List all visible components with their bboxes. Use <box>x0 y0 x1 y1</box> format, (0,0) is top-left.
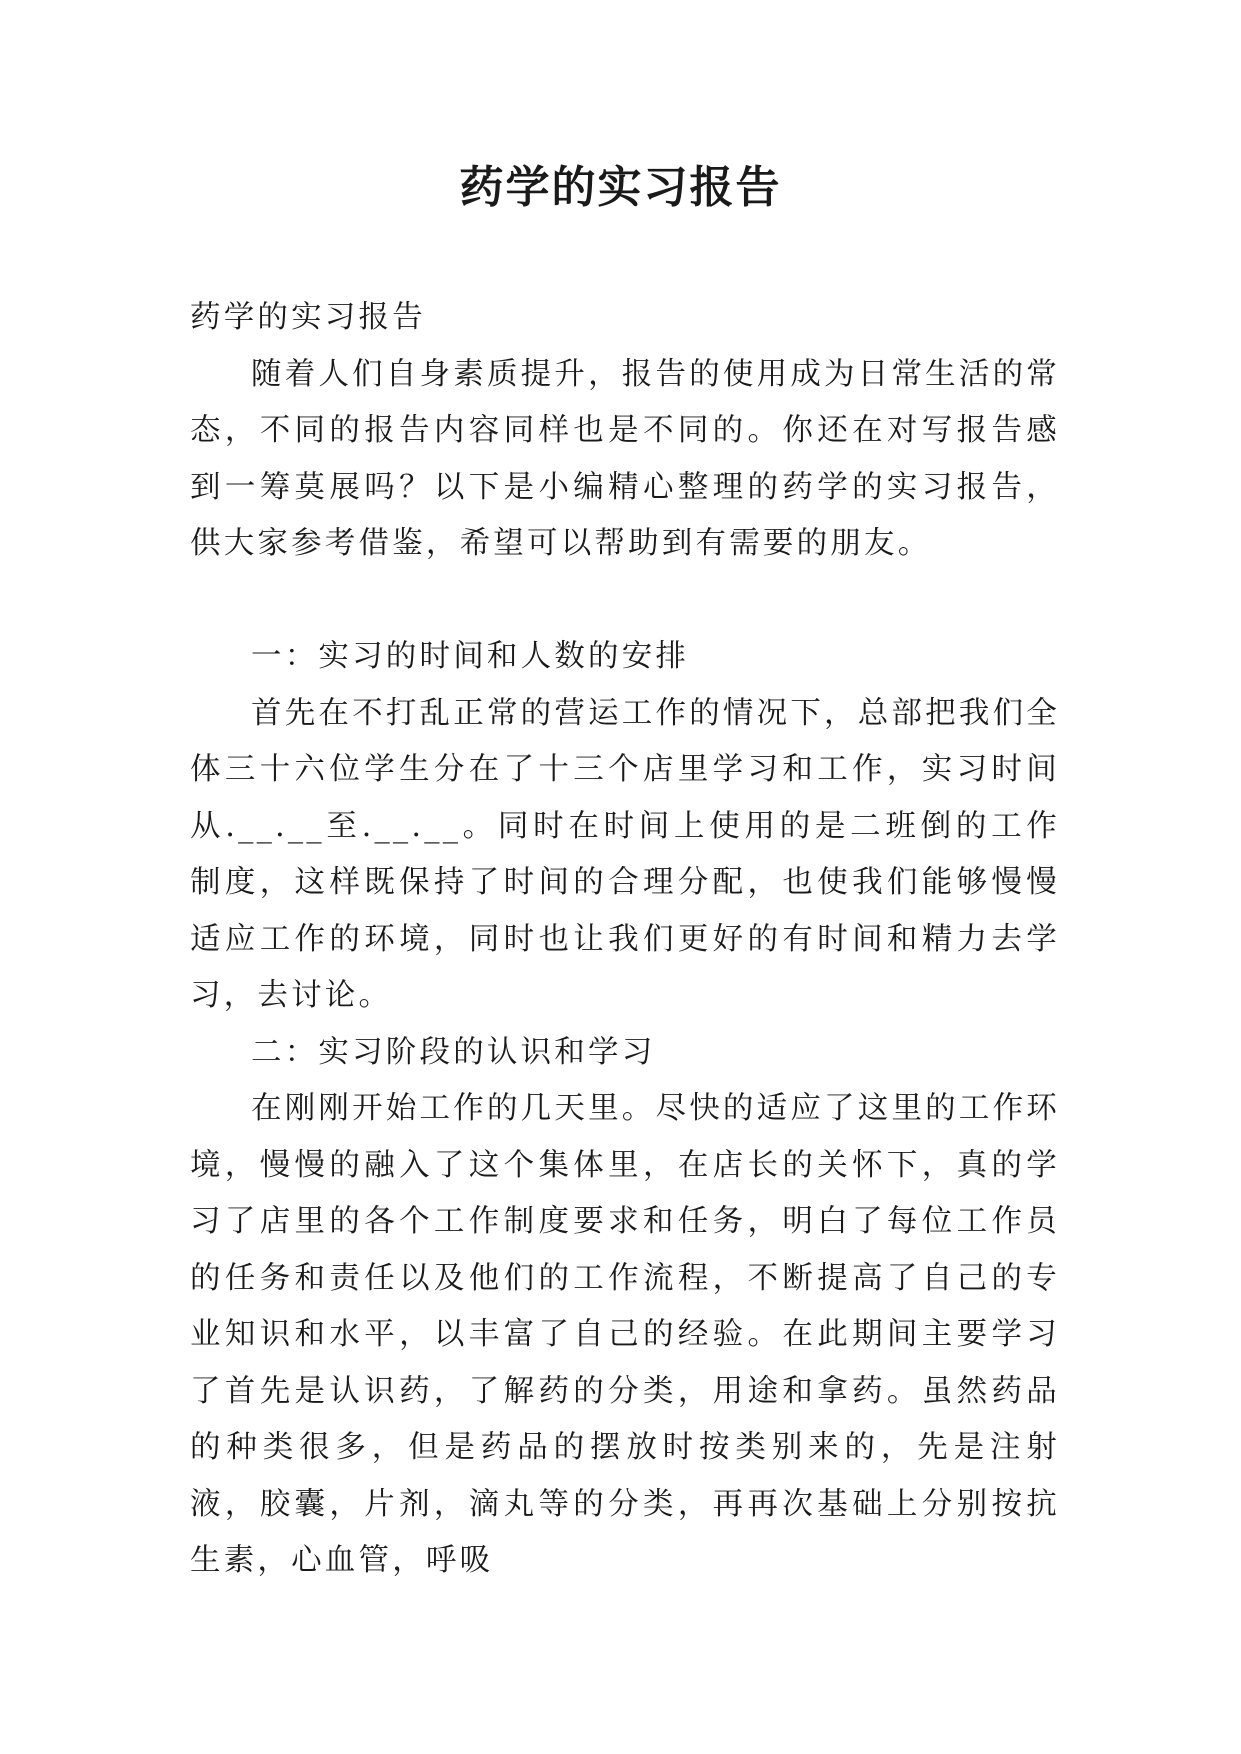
section-heading-2: 二：实习阶段的认识和学习 <box>251 1034 656 1070</box>
section-body-2: 在刚刚开始工作的几天里。尽快的适应了这里的工作环境，慢慢的融入了这个集体里，在店长的关怀下，真的学习了店里的各个工作制度要求和任务，明白了每位工作员的任务和责任以及他们的工作流程，不断提高了自己的专业知识和水平，以丰富了自己的经验。在此期间主要学习了首先是认识药，了解药的分类，用途和拿药。虽然药品的种类很多，但是药品的摆放时按类别来的，先是注射液，胶囊，片剂，滴丸等的分类，再再次基础上分别按抗生素，心血管，呼吸 <box>190 1091 1060 1578</box>
paragraph-spacer <box>190 573 1060 630</box>
intro-paragraph: 随着人们自身素质提升，报告的使用成为日常生活的常态，不同的报告内容同样也是不同的。你还在对写报告感到一筹莫展吗？以下是小编精心整理的药学的实习报告，供大家参考借鉴，希望可以帮助到有需要的朋友。 <box>190 356 1060 561</box>
document-body <box>190 290 1060 1590</box>
document-title: 药学的实习报告 <box>459 162 782 213</box>
document-subtitle: 药学的实习报告 <box>190 300 426 335</box>
section-body-1: 首先在不打乱正常的营运工作的情况下，总部把我们全体三十六位学生分在了十三个店里学习和工作，实习时间从.__.__至.__.__。同时在时间上使用的是二班倒的工作制度，这样既保持了时间的合理分配，也使我们能够慢慢适应工作的环境，同时也让我们更好的有时间和精力去学习，去讨论。 <box>190 695 1060 1013</box>
section-heading-1: 一：实习的时间和人数的安排 <box>251 639 690 674</box>
